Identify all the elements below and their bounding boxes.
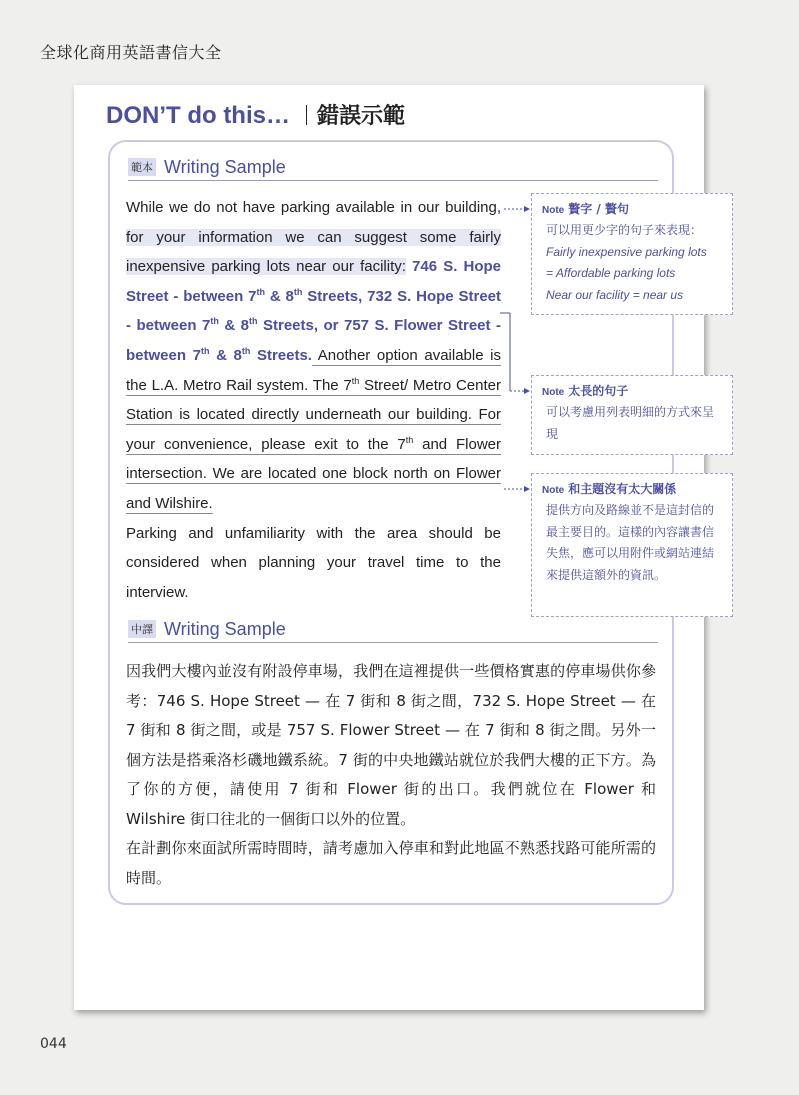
translation-section-title: Writing Sample (164, 619, 286, 639)
page-number: 044 (40, 1036, 67, 1052)
note-wordy-title: 贅字 / 贅句 (568, 202, 629, 216)
page-title (106, 99, 405, 130)
page-paper (74, 85, 715, 1010)
note-wordy-example-3: Near our facility = near us (546, 287, 684, 302)
sample-section-title: Writing Sample (164, 157, 286, 177)
running-header: 全球化商用英語書信大全 (40, 43, 222, 62)
highlight-wordy-1: for your information we can suggest some fairly (126, 228, 501, 246)
english-sample-text (126, 193, 501, 607)
sample-section-head (128, 157, 658, 181)
chinese-translation-text (126, 657, 656, 893)
translation-paragraph-1: 因我們大樓內並沒有附設停車場，我們在這裡提供一些價格實惠的停車場供你參考：746 S. Hope Street — 在 7 街和 8 街之間，732 S. Hope Street — 在 7 街和 8 街之間，或是 757 S. Flower Street — 在 7 街和 8 街之間。另外一個方法是搭乘洛杉磯地鐵系統。7 街的中央地鐵站就位於我們大樓的正下方。為了你的方便，請使用 7 街和 Flower 街的出口。我們就位在 Flower 和 Wilshire 街口往北的一個街口以外的位置。 (126, 662, 656, 828)
note-long-title: 太長的句子 (568, 384, 629, 398)
note-wordy-body: 可以用更少字的句子來表現： (546, 223, 703, 237)
translation-paragraph-2: 在計劃你來面試所需時間時，請考慮加入停車和對此地區不熟悉找路可能所需的時間。 (126, 839, 656, 887)
note-off-topic: Note 和主題沒有太大關係 提供方向及路線並不是這封信的最主要目的。這樣的內容讓書信失焦，應可以用附件或網站連結來提供這額外的資訊。 (531, 473, 733, 617)
sample-line-1: While we do not have parking available in our building, (126, 199, 501, 216)
sample-paragraph-2: Parking and unfamiliarity with the area should be considered when planning your travel time to the interview. (126, 524, 501, 601)
note-offtopic-title: 和主題沒有太大關係 (568, 482, 677, 496)
title-divider (306, 105, 307, 125)
note-wordy-example-2: = Affordable parking lots (546, 266, 676, 280)
title-chinese: 錯誤示範 (316, 104, 405, 129)
note-wordy-example-1: Fairly inexpensive parking lots (546, 244, 707, 259)
sample-tag: 範本 (128, 158, 156, 176)
note-long-body: 可以考慮用列表明細的方式來呈現 (546, 405, 715, 441)
note-offtopic-body: 提供方向及路線並不是這封信的最主要目的。這樣的內容讓書信失焦，應可以用附件或網站連結來提供這額外的資訊。 (546, 503, 715, 582)
title-english: DON’T do this… (106, 102, 290, 129)
note-long-sentence: Note 太長的句子 可以考慮用列表明細的方式來呈現 (531, 375, 733, 455)
address-list: 746 S. Hope Street - between 7th & 8th Streets, 732 S. Hope Street - between 7th & 8th Streets, or 757 S. Flower Street - between 7th & 8th Streets. (126, 258, 502, 364)
note-wordy: Note 贅字 / 贅句 可以用更少字的句子來表現： Fairly inexpensive parking lots = Affordable parking lots Near our facility = near us (531, 193, 733, 315)
translation-section-head (128, 619, 658, 643)
translation-tag: 中譯 (128, 620, 156, 638)
highlight-wordy-2: inexpensive parking lots near our facility: (126, 258, 406, 276)
underlined-offtopic-text: Another option available is the L.A. Metro Rail system. The 7th Street/ Metro Center Station is located directly underneath our building. For your convenience, please exit to the 7th and Flower intersection. We are located one block north on Flower and Wilshire. (126, 346, 502, 512)
